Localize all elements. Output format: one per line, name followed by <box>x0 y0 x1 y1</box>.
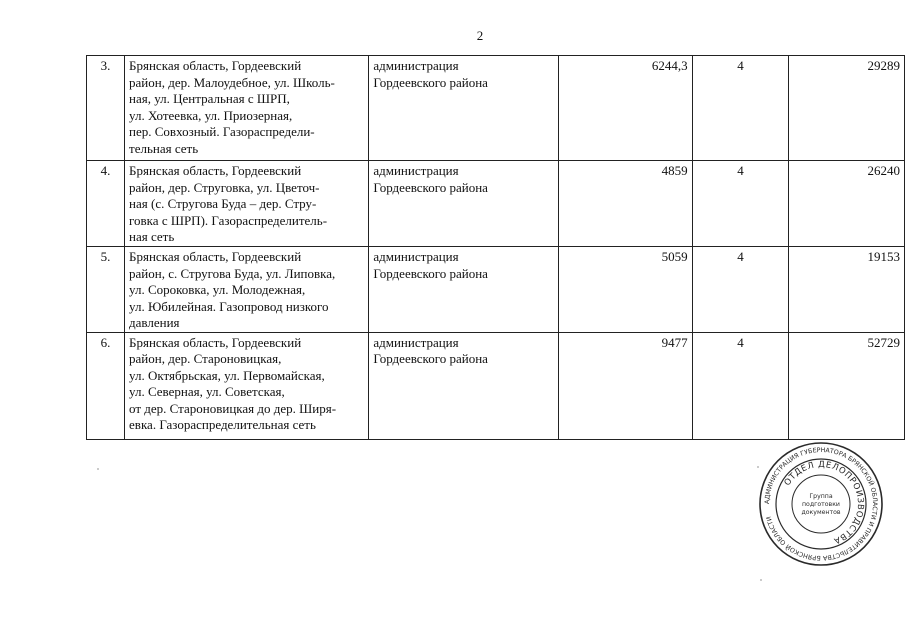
value-category: 4 <box>692 247 789 333</box>
seal-center-text: Группа подготовки документов <box>801 493 841 516</box>
value-category: 4 <box>692 56 789 161</box>
table-row <box>87 56 905 161</box>
value-amount: 52729 <box>789 332 905 439</box>
official-seal-stamp <box>757 440 885 568</box>
object-address: Брянская область, Гордеевский район, с. Стругова Буда, ул. Липовка, ул. Сороковка, ул. Молодежная, ул. Юбилейная. Газопровод низкого давления <box>125 247 369 333</box>
seal-graphic <box>757 440 885 568</box>
owner: администрация Гордеевского района <box>369 56 558 161</box>
seal-ring-text: АДМИНИСТРАЦИЯ ГУБЕРНАТОРА БРЯНСКОЙ ОБЛАСТИ И ПРАВИТЕЛЬСТВА БРЯНСКОЙ ОБЛАСТИ <box>763 446 879 562</box>
value-length: 9477 <box>558 332 692 439</box>
owner: администрация Гордеевского района <box>369 247 558 333</box>
page-number: 2 <box>476 28 484 43</box>
scan-speck <box>760 579 762 581</box>
scan-speck <box>757 466 759 468</box>
object-address: Брянская область, Гордеевский район, дер. Староновицкая, ул. Октябрьская, ул. Первомайская, ул. Северная, ул. Советская, от дер. Староновицкая до дер. Ширя- евка. Газораспределительная сеть <box>125 332 369 439</box>
owner: администрация Гордеевского района <box>369 161 558 247</box>
value-category: 4 <box>692 332 789 439</box>
row-number: 5. <box>87 247 125 333</box>
registry-table <box>86 55 905 440</box>
value-amount: 19153 <box>789 247 905 333</box>
object-address: Брянская область, Гордеевский район, дер. Малоудебное, ул. Школь- ная, ул. Центральная с ШРП, ул. Хотеевка, ул. Приозерная, пер. Совхозный. Газораспредели- тельная сеть <box>125 56 369 161</box>
value-length: 4859 <box>558 161 692 247</box>
scan-speck <box>97 468 99 470</box>
value-amount: 29289 <box>789 56 905 161</box>
table-row <box>87 332 905 439</box>
value-category: 4 <box>692 161 789 247</box>
value-length: 5059 <box>558 247 692 333</box>
value-length: 6244,3 <box>558 56 692 161</box>
row-number: 6. <box>87 332 125 439</box>
value-amount: 26240 <box>789 161 905 247</box>
object-address: Брянская область, Гордеевский район, дер. Струговка, ул. Цветоч- ная (с. Стругова Буда – дер. Стру- говка с ШРП). Газораспределитель- ная сеть <box>125 161 369 247</box>
owner: администрация Гордеевского района <box>369 332 558 439</box>
table-row <box>87 247 905 333</box>
row-number: 4. <box>87 161 125 247</box>
row-number: 3. <box>87 56 125 161</box>
seal-inner-text: ОТДЕЛ ДЕЛОПРОИЗВОДСТВА <box>782 459 866 546</box>
table-row <box>87 161 905 247</box>
